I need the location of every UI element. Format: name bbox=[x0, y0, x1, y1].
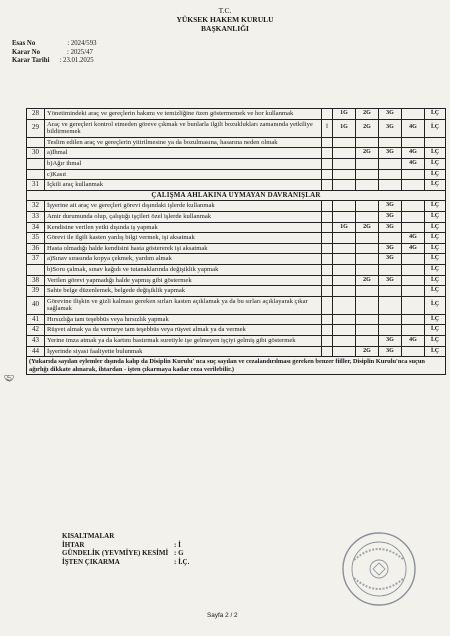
row-description: a)İhmal bbox=[45, 148, 322, 159]
table-row bbox=[27, 254, 446, 265]
penalty-cell bbox=[333, 169, 356, 180]
table-row bbox=[27, 222, 446, 233]
penalty-cell bbox=[322, 211, 333, 222]
abbreviations-legend bbox=[62, 532, 189, 566]
official-seal-stamp bbox=[340, 530, 418, 608]
row-description: İşyerinde siyasi faaliyette bulunmak bbox=[45, 346, 322, 357]
penalty-cell bbox=[402, 254, 425, 265]
penalty-cell: 3G bbox=[379, 222, 402, 233]
row-description: Yönetimindeki araç ve gereçlerin bakımı ve temizliğine özen göstermemek ve hor kullanmak bbox=[45, 109, 322, 120]
penalty-cell: İ.Ç bbox=[425, 243, 446, 254]
row-number: 36 bbox=[27, 243, 45, 254]
row-description: Yerine imza atmak ya da kartını bastırmak suretiyle işe gelmeyen işçiyi gelmiş gibi göstermek bbox=[45, 336, 322, 347]
row-number: 37 bbox=[27, 254, 45, 265]
esas-value: : 2024/593 bbox=[67, 40, 97, 47]
penalty-cell: İ.Ç bbox=[425, 148, 446, 159]
row-number: 41 bbox=[27, 314, 45, 325]
penalty-cell bbox=[379, 180, 402, 191]
penalty-cell: 3G bbox=[379, 346, 402, 357]
penalty-cell: İ.Ç bbox=[425, 346, 446, 357]
penalty-cell bbox=[356, 325, 379, 336]
section-title: ÇALIŞMA AHLAKINA UYMAYAN DAVRANIŞLAR bbox=[27, 190, 446, 201]
table-row bbox=[27, 264, 446, 275]
penalty-cell: 4G bbox=[402, 243, 425, 254]
row-number: 44 bbox=[27, 346, 45, 357]
row-number: 33 bbox=[27, 211, 45, 222]
esas-label: Esas No bbox=[12, 40, 36, 47]
penalty-cell bbox=[379, 158, 402, 169]
row-number bbox=[27, 264, 45, 275]
penalty-cell bbox=[322, 201, 333, 212]
penalty-cell: 4G bbox=[402, 336, 425, 347]
penalty-cell bbox=[356, 211, 379, 222]
table-row bbox=[27, 314, 446, 325]
karar-value: : 2025/47 bbox=[67, 48, 93, 56]
penalty-cell: 3G bbox=[379, 211, 402, 222]
penalty-cell bbox=[322, 137, 333, 148]
penalty-cell: 1G bbox=[333, 109, 356, 120]
penalty-cell bbox=[333, 264, 356, 275]
penalty-cell bbox=[333, 296, 356, 314]
penalty-cell: İ.Ç bbox=[425, 201, 446, 212]
penalty-cell bbox=[356, 336, 379, 347]
margin-faded-text bbox=[4, 232, 5, 238]
penalty-cell bbox=[402, 346, 425, 357]
penalty-cell bbox=[333, 254, 356, 265]
penalty-cell bbox=[333, 286, 356, 297]
penalty-cell bbox=[402, 180, 425, 191]
penalty-cell bbox=[333, 201, 356, 212]
penalty-cell: 4G bbox=[402, 158, 425, 169]
penalty-cell: İ.Ç bbox=[425, 169, 446, 180]
penalty-cell: İ.Ç bbox=[425, 254, 446, 265]
penalty-cell bbox=[322, 314, 333, 325]
penalty-cell bbox=[379, 137, 402, 148]
row-number: 32 bbox=[27, 201, 45, 212]
row-description: Araç ve gereçleri kontrol etmeden göreve çıkmak ve bunlarla ilgili bozuklukları zamanında yetkiliye bildirmemek bbox=[45, 119, 322, 137]
penalty-cell bbox=[425, 137, 446, 148]
row-number: 28 bbox=[27, 109, 45, 120]
row-number: 31 bbox=[27, 180, 45, 191]
karar-label: Karar No bbox=[12, 48, 41, 56]
penalty-cell bbox=[379, 296, 402, 314]
penalty-cell: 2G bbox=[356, 222, 379, 233]
table-row bbox=[27, 336, 446, 347]
margin-mark-icon: 🤝︎ bbox=[4, 374, 15, 383]
penalty-cell: 1G bbox=[333, 119, 356, 137]
penalty-cell bbox=[322, 254, 333, 265]
row-description: Verilen görevi yapmadığı halde yapmış gibi göstermek bbox=[45, 275, 322, 286]
penalty-cell bbox=[402, 201, 425, 212]
penalty-cell: İ.Ç bbox=[425, 211, 446, 222]
penalty-cell bbox=[322, 286, 333, 297]
tarih-value: : 23.01.2025 bbox=[59, 57, 94, 64]
row-description: Görevine ilişkin ve gizli kalması gereken sırları kasten açıklamak ya da bu sırları açıklayarak çıkar sağlamak bbox=[45, 296, 322, 314]
row-number: 30 bbox=[27, 148, 45, 159]
note-row bbox=[27, 357, 446, 375]
penalty-cell: İ.Ç bbox=[425, 158, 446, 169]
row-description: Görevi ile ilgili kasten yanlış bilgi vermek, işi aksatmak bbox=[45, 233, 322, 244]
penalty-cell: İ.Ç bbox=[425, 264, 446, 275]
penalty-cell bbox=[322, 109, 333, 120]
penalty-cell bbox=[333, 158, 356, 169]
penalty-cell: İ.Ç bbox=[425, 314, 446, 325]
legend-value: : İ.Ç. bbox=[174, 557, 190, 566]
row-description: b)Soru çalmak, sınav kağıdı ve tutanaklarında değişiklik yapmak bbox=[45, 264, 322, 275]
table-row bbox=[27, 169, 446, 180]
penalty-cell bbox=[402, 325, 425, 336]
row-description: a)Sınav sırasında kopya çekmek, yardım almak bbox=[45, 254, 322, 265]
table-row bbox=[27, 243, 446, 254]
legend-value: : İ bbox=[174, 540, 181, 549]
penalty-cell: İ.Ç bbox=[425, 119, 446, 137]
penalty-cell bbox=[322, 275, 333, 286]
table-row bbox=[27, 211, 446, 222]
document-header bbox=[0, 6, 450, 33]
penalty-cell bbox=[402, 286, 425, 297]
table-row bbox=[27, 275, 446, 286]
row-description: b)Ağır ihmal bbox=[45, 158, 322, 169]
penalty-cell: 3G bbox=[379, 119, 402, 137]
row-number: 39 bbox=[27, 286, 45, 297]
penalty-cell bbox=[322, 158, 333, 169]
penalty-cell bbox=[333, 243, 356, 254]
penalty-cell bbox=[322, 346, 333, 357]
penalty-cell: İ bbox=[322, 119, 333, 137]
table-row bbox=[27, 201, 446, 212]
penalty-cell bbox=[356, 254, 379, 265]
penalty-cell bbox=[379, 325, 402, 336]
penalty-cell bbox=[322, 264, 333, 275]
penalty-cell: 3G bbox=[379, 336, 402, 347]
header-line-3: BAŞKANLIĞI bbox=[201, 24, 249, 33]
table-row bbox=[27, 158, 446, 169]
penalty-cell: İ.Ç bbox=[425, 325, 446, 336]
header-line-2: YÜKSEK HAKEM KURULU bbox=[176, 15, 274, 24]
penalty-cell bbox=[379, 233, 402, 244]
table-row bbox=[27, 180, 446, 191]
row-description: İçkili araç kullanmak bbox=[45, 180, 322, 191]
table-row bbox=[27, 119, 446, 137]
penalty-cell bbox=[356, 158, 379, 169]
penalty-cell: 2G bbox=[356, 109, 379, 120]
row-description: Sahte belge düzenlemek, belgede değişiklik yapmak bbox=[45, 286, 322, 297]
legend-key: İHTAR bbox=[62, 540, 85, 549]
penalty-cell bbox=[333, 180, 356, 191]
row-number bbox=[27, 158, 45, 169]
page-number: Sayfa 2 / 2 bbox=[207, 612, 238, 619]
penalty-cell bbox=[333, 137, 356, 148]
penalty-cell: 3G bbox=[379, 254, 402, 265]
penalty-cell bbox=[333, 148, 356, 159]
penalty-cell bbox=[356, 169, 379, 180]
legend-key: İŞTEN ÇIKARMA bbox=[62, 557, 120, 566]
row-number bbox=[27, 137, 45, 148]
row-number: 38 bbox=[27, 275, 45, 286]
penalty-cell bbox=[379, 264, 402, 275]
row-number: 34 bbox=[27, 222, 45, 233]
penalty-cell bbox=[333, 275, 356, 286]
penalty-cell bbox=[402, 169, 425, 180]
header-line-1: T.C. bbox=[218, 6, 232, 15]
penalty-cell bbox=[322, 296, 333, 314]
penalty-cell bbox=[322, 325, 333, 336]
penalty-cell: 4G bbox=[402, 148, 425, 159]
row-description: Hasta olmadığı halde kendisini hasta göstererek işi aksatmak bbox=[45, 243, 322, 254]
penalty-cell bbox=[379, 286, 402, 297]
legend-value: : G bbox=[174, 549, 184, 558]
penalty-cell: 2G bbox=[356, 148, 379, 159]
penalty-cell: 3G bbox=[379, 109, 402, 120]
table-row bbox=[27, 233, 446, 244]
row-number: 35 bbox=[27, 233, 45, 244]
penalty-table bbox=[26, 108, 446, 375]
row-description: Kendisine verilen yetki dışında iş yapmak bbox=[45, 222, 322, 233]
table-row bbox=[27, 286, 446, 297]
penalty-cell bbox=[356, 286, 379, 297]
row-number: 42 bbox=[27, 325, 45, 336]
table-row bbox=[27, 296, 446, 314]
row-description: İşyerine ait araç ve gereçleri görevi dışındaki işlerde kullanmak bbox=[45, 201, 322, 212]
penalty-cell: İ.Ç bbox=[425, 222, 446, 233]
penalty-cell: İ.Ç bbox=[425, 336, 446, 347]
table-row bbox=[27, 346, 446, 357]
penalty-cell: İ.Ç bbox=[425, 275, 446, 286]
table-row bbox=[27, 137, 446, 148]
row-description: Rüşvet almak ya da vermeye tam teşebbüs veya rüşvet almak ya da vermek bbox=[45, 325, 322, 336]
table-row bbox=[27, 109, 446, 120]
table-row bbox=[27, 325, 446, 336]
penalty-cell: 2G bbox=[356, 119, 379, 137]
penalty-cell: 3G bbox=[379, 275, 402, 286]
penalty-cell bbox=[356, 201, 379, 212]
penalty-cell bbox=[402, 222, 425, 233]
penalty-cell: 3G bbox=[379, 201, 402, 212]
penalty-cell bbox=[379, 314, 402, 325]
penalty-cell bbox=[402, 264, 425, 275]
penalty-cell bbox=[402, 137, 425, 148]
penalty-cell bbox=[402, 296, 425, 314]
penalty-cell bbox=[322, 336, 333, 347]
penalty-cell: 4G bbox=[402, 119, 425, 137]
penalty-cell bbox=[356, 264, 379, 275]
penalty-cell: İ.Ç bbox=[425, 180, 446, 191]
row-number: 43 bbox=[27, 336, 45, 347]
penalty-cell: 3G bbox=[379, 243, 402, 254]
penalty-cell bbox=[322, 222, 333, 233]
penalty-cell bbox=[402, 109, 425, 120]
row-number: 40 bbox=[27, 296, 45, 314]
table-row bbox=[27, 148, 446, 159]
penalty-cell: 4G bbox=[402, 233, 425, 244]
penalty-cell bbox=[402, 275, 425, 286]
penalty-cell bbox=[333, 211, 356, 222]
penalty-cell: İ.Ç bbox=[425, 296, 446, 314]
row-number: 29 bbox=[27, 119, 45, 137]
penalty-cell bbox=[322, 169, 333, 180]
row-description: c)Kasıt bbox=[45, 169, 322, 180]
legend-key: GÜNDELİK (YEVMİYE) KESİMİ bbox=[62, 549, 169, 558]
penalty-cell: İ.Ç bbox=[425, 233, 446, 244]
legend-title: KISALTMALAR bbox=[62, 532, 115, 540]
note-text: (Yukarıda sayılan eylemler dışında kalıp da Disiplin Kurulu' nca suç sayılan ve cezalandırılması gereken benzer fiiller, Disiplin Kurulu'nca suçun ağırlığı dikkate alınarak, ihtardan - işten çıkarmaya kadar ceza verilebilir.) bbox=[27, 357, 446, 375]
penalty-cell bbox=[322, 243, 333, 254]
penalty-cell bbox=[356, 296, 379, 314]
penalty-cell: İ.Ç bbox=[425, 109, 446, 120]
penalty-cell bbox=[402, 314, 425, 325]
penalty-cell: İ.Ç bbox=[425, 286, 446, 297]
row-description: Amir durumunda olup, çalıştığı işçileri özel işlerde kullanmak bbox=[45, 211, 322, 222]
penalty-cell bbox=[356, 233, 379, 244]
row-description: Hırsızlığa tam teşebbüs veya hırsızlık yapmak bbox=[45, 314, 322, 325]
section-row bbox=[27, 190, 446, 201]
penalty-cell: 1G bbox=[333, 222, 356, 233]
penalty-cell bbox=[356, 180, 379, 191]
penalty-cell bbox=[356, 314, 379, 325]
penalty-cell bbox=[333, 325, 356, 336]
tarih-label: Karar Tarihi bbox=[12, 57, 50, 64]
penalty-cell bbox=[356, 243, 379, 254]
case-meta bbox=[12, 40, 97, 66]
row-description: Teslim edilen araç ve gereçlerin yitirilmesine ya da bozulmasına, hasarına neden olmak bbox=[45, 137, 322, 148]
penalty-cell bbox=[333, 346, 356, 357]
penalty-cell: 3G bbox=[379, 148, 402, 159]
penalty-cell: 2G bbox=[356, 275, 379, 286]
penalty-cell bbox=[322, 180, 333, 191]
penalty-cell bbox=[333, 336, 356, 347]
row-number bbox=[27, 169, 45, 180]
penalty-cell bbox=[322, 148, 333, 159]
penalty-cell bbox=[333, 233, 356, 244]
penalty-cell bbox=[402, 211, 425, 222]
penalty-cell bbox=[379, 169, 402, 180]
penalty-cell: 2G bbox=[356, 346, 379, 357]
penalty-cell bbox=[322, 233, 333, 244]
penalty-cell bbox=[333, 314, 356, 325]
penalty-cell bbox=[356, 137, 379, 148]
